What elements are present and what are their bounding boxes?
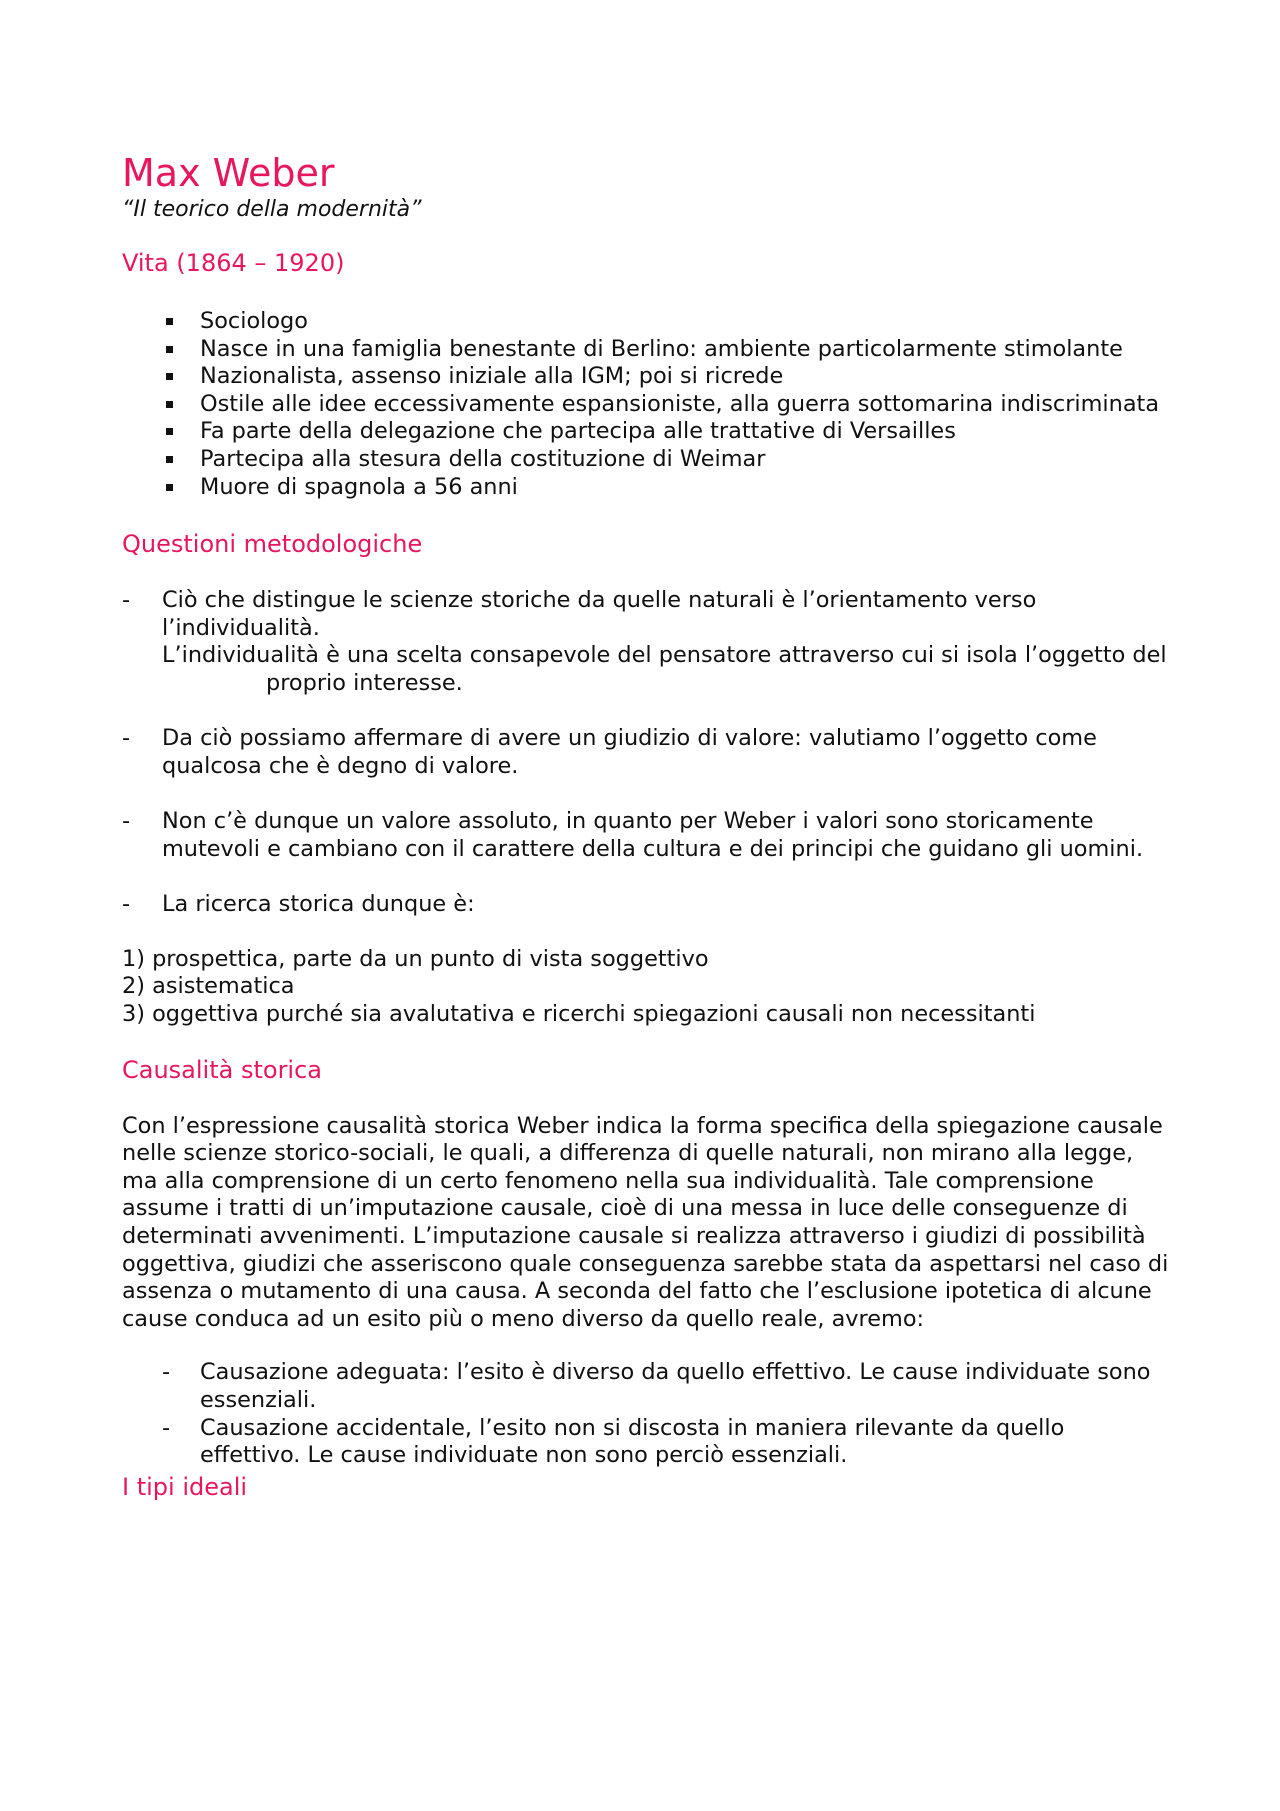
list-item: - La ricerca storica dunque è: <box>162 891 1170 919</box>
list-item: - Causazione accidentale, l’esito non si discosta in maniera rilevante da quello effettivo. Le cause individuate non sono perciò essenziali. <box>200 1415 1170 1470</box>
list-item-continuation: L’individualità è una scelta consapevole del pensatore attraverso cui si isola l’oggetto del <box>162 642 1167 669</box>
list-item: - Da ciò possiamo affermare di avere un giudizio di valore: valutiamo l’oggetto come qualcosa che è degno di valore. <box>162 725 1170 780</box>
page-subtitle: “Il teorico della modernità” <box>122 197 422 222</box>
list-item: - Causazione adeguata: l’esito è diverso da quello effettivo. Le cause individuate sono essenziali. <box>200 1359 1170 1414</box>
metodologia-list <box>122 587 1170 918</box>
numbered-item: 3) oggettiva purché sia avalutativa e ricerchi spiegazioni causali non necessitanti <box>122 1001 1036 1028</box>
section-heading-metodologia: Questioni metodologiche <box>122 530 423 559</box>
list-item: - Non c’è dunque un valore assoluto, in quanto per Weber i valori sono storicamente mutevoli e cambiano con il carattere della cultura e dei principi che guidano gli uomini. <box>162 808 1170 863</box>
section-heading-vita: Vita (1864 – 1920) <box>122 249 345 277</box>
numbered-list <box>122 946 1170 1029</box>
list-item: Ostile alle idee eccessivamente espansioniste, alla guerra sottomarina indiscriminata <box>200 391 1170 419</box>
list-item: Nasce in una famiglia benestante di Berlino: ambiente particolarmente stimolante <box>200 336 1170 364</box>
list-item <box>162 587 1170 697</box>
list-item: Fa parte della delegazione che partecipa alle trattative di Versailles <box>200 418 1170 446</box>
causalita-list <box>122 1359 1170 1469</box>
vita-list <box>122 308 1170 501</box>
list-item: Partecipa alla stesura della costituzione di Weimar <box>200 446 1170 474</box>
section-heading-causalita: Causalità storica <box>122 1055 323 1084</box>
section-heading-tipi-ideali: I tipi ideali <box>122 1472 248 1501</box>
causalita-paragraph: Con l’espressione causalità storica Weber indica la forma specifica della spiegazione causale nelle scienze storico-sociali, le quali, a differenza di quelle naturali, non mirano alla legge, ma alla comprensione di un certo fenomeno nella sua individualità. Tale comprensione assume i tratti di un’imputazione causale, cioè di una messa in luce delle conseguenze di determinati avvenimenti. L’imputazione causale si realizza attraverso i giudizi di possibilità oggettiva, giudizi che asseriscono quale conseguenza sarebbe stata da aspettarsi nel caso di assenza o mutamento di una causa. A seconda del fatto che l’esclusione ipotetica di alcune cause conduca ad un esito più o meno diverso da quello reale, avremo: <box>122 1112 1169 1332</box>
list-item-text: Ciò che distingue le scienze storiche da quelle naturali è l’orientamento verso l’individualità. <box>162 587 1037 641</box>
numbered-item: 1) prospettica, parte da un punto di vista soggettivo <box>122 945 709 972</box>
list-item: Nazionalista, assenso iniziale alla IGM; poi si ricrede <box>200 363 1170 391</box>
list-item: Sociologo <box>200 308 1170 336</box>
numbered-item: 2) asistematica <box>122 973 295 1000</box>
list-item-continuation-end: proprio interesse. <box>266 669 463 696</box>
list-item: Muore di spagnola a 56 anni <box>200 474 1170 502</box>
page-title: Max Weber <box>122 151 335 195</box>
